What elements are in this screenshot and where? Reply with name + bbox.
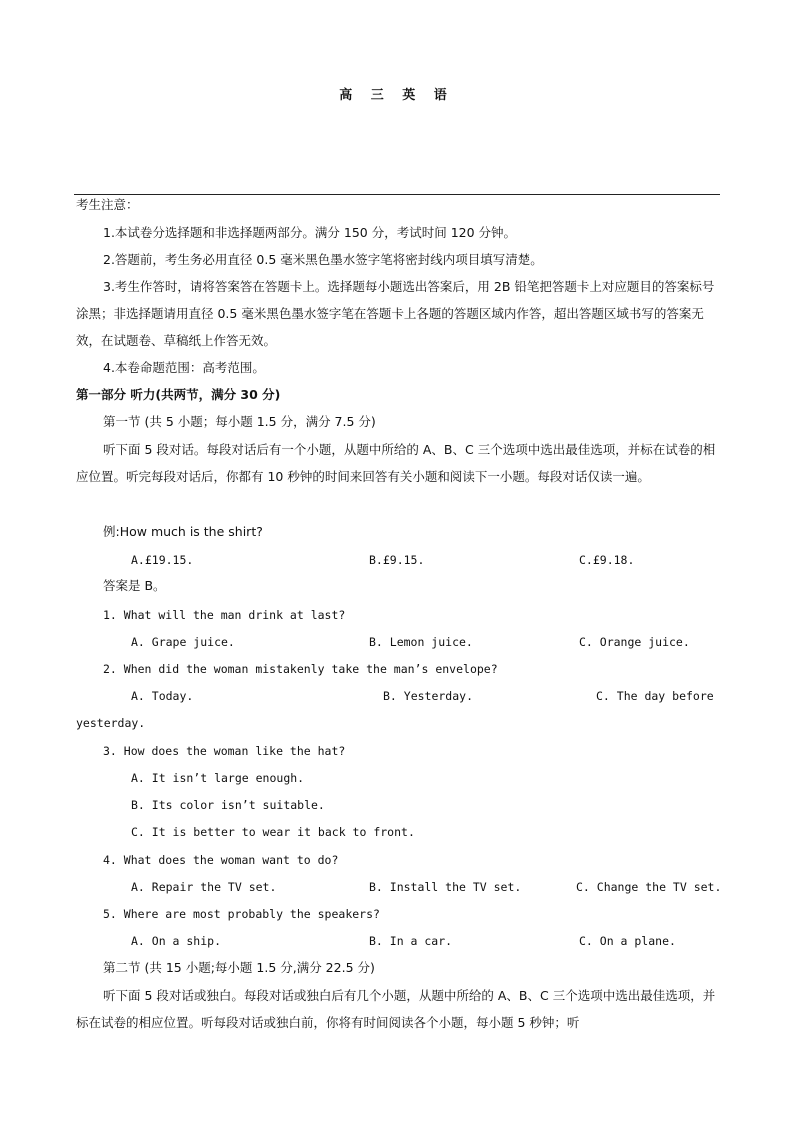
q5-option-c: C. On a plane. <box>579 934 676 948</box>
q2-option-a: A. Today. <box>131 689 194 703</box>
question-4: 4. What does the woman want to do? <box>103 853 339 867</box>
q5-option-a: A. On a ship. <box>131 934 222 948</box>
notice-item-3: 3.考生作答时，请将答案答在答题卡上。选择题每小题选出答案后，用 2B 铅笔把答题卡上对应题目的答案标号涂黑；非选择题请用直径 0.5 毫米黑色墨水签字笔在答题卡上各题的答题区域内作答，超出答题区域书写的答案无效，在试题卷、草稿纸上作答无效。 <box>76 279 715 348</box>
section2-instructions: 听下面 5 段对话或独白。每段对话或独白后有几个小题，从题中所给的 A、B、C 三个选项中选出最佳选项，并标在试卷的相应位置。听每段对话或独白前，你将有时间阅读各个小题，每小题 5 秒钟；听 <box>76 988 716 1030</box>
notice-item-4: 4.本卷命题范围：高考范围。 <box>103 360 265 375</box>
part1-heading: 第一部分 听力(共两节，满分 30 分) <box>76 387 281 402</box>
q3-option-a: A. It isn’t large enough. <box>131 771 305 785</box>
q1-option-b: B. Lemon juice. <box>369 635 473 649</box>
q5-option-b: B. In a car. <box>369 934 453 948</box>
question-3: 3. How does the woman like the hat? <box>103 744 346 758</box>
q2-option-c: C. The day before <box>596 689 714 703</box>
q2-option-c-wrap: yesterday. <box>76 716 146 730</box>
question-1: 1. What will the man drink at last? <box>103 608 346 622</box>
example-option-c: C.£9.18. <box>579 553 635 567</box>
q1-option-a: A. Grape juice. <box>131 635 235 649</box>
section2-heading: 第二节 (共 15 小题;每小题 1.5 分,满分 22.5 分) <box>103 960 375 975</box>
notice-item-1: 1.本试卷分选择题和非选择题两部分。满分 150 分，考试时间 120 分钟。 <box>103 225 517 240</box>
question-2: 2. When did the woman mistakenly take the man’s envelope? <box>103 662 498 676</box>
header-rule <box>74 194 720 195</box>
example-question: 例:How much is the shirt? <box>103 524 263 539</box>
section1-heading: 第一节 (共 5 小题；每小题 1.5 分，满分 7.5 分) <box>103 414 376 429</box>
page-title: 高 三 英 语 <box>339 88 454 103</box>
notice-heading: 考生注意： <box>76 197 139 212</box>
example-option-b: B.£9.15. <box>369 553 425 567</box>
example-option-a: A.£19.15. <box>131 553 194 567</box>
q4-option-b: B. Install the TV set. <box>369 880 522 894</box>
q2-option-b: B. Yesterday. <box>383 689 474 703</box>
example-answer: 答案是 B。 <box>103 578 166 593</box>
question-5: 5. Where are most probably the speakers? <box>103 907 380 921</box>
q3-option-b: B. Its color isn’t suitable. <box>131 798 325 812</box>
q1-option-c: C. Orange juice. <box>579 635 690 649</box>
section1-instructions: 听下面 5 段对话。每段对话后有一个小题，从题中所给的 A、B、C 三个选项中选出最佳选项，并标在试卷的相应位置。听完每段对话后，你都有 10 秒钟的时间来回答有关小题和阅读下一小题。每段对话仅读一遍。 <box>76 442 716 484</box>
q4-option-c: C. Change the TV set. <box>576 880 722 894</box>
q4-option-a: A. Repair the TV set. <box>131 880 277 894</box>
notice-item-2: 2.答题前，考生务必用直径 0.5 毫米黑色墨水签字笔将密封线内项目填写清楚。 <box>103 252 543 267</box>
q3-option-c: C. It is better to wear it back to front. <box>131 825 415 839</box>
